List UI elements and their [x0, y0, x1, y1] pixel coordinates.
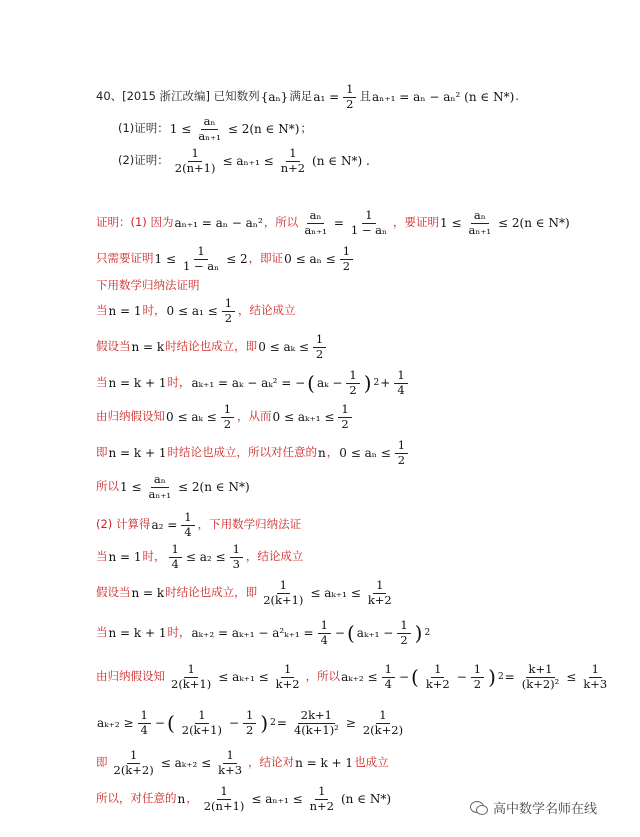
math: =: [276, 716, 287, 730]
math: 1 ≤: [120, 480, 142, 494]
solution-line-11: [96, 544, 624, 570]
solution-line-6: [96, 370, 624, 396]
frac-den: k+2: [367, 592, 392, 607]
frac-den: 2: [341, 416, 349, 431]
solution-line-2: [96, 246, 624, 272]
frac-den: 4: [171, 556, 179, 571]
text: ，: [326, 445, 339, 460]
frac-num: 1: [169, 544, 182, 558]
math: 1 ≤: [154, 252, 177, 266]
math: ≤ aₖ₊₂ ≤: [160, 756, 212, 770]
frac-den: 3: [232, 556, 240, 571]
fraction: [397, 620, 410, 646]
fraction: [394, 370, 407, 396]
solution-line-8: [96, 440, 624, 466]
text: ，要证明: [393, 215, 439, 230]
frac-den: 2: [223, 416, 232, 431]
solution-line-17: [96, 786, 450, 812]
math: 1 ≤: [169, 122, 192, 136]
text: 且: [359, 89, 371, 104]
frac-num: 1: [277, 580, 290, 594]
text: ，即证: [248, 251, 284, 266]
exponent: 2: [270, 717, 276, 728]
frac-num: 1: [471, 664, 484, 678]
fraction: [138, 710, 151, 736]
math: n: [318, 446, 326, 460]
math: n = k + 1: [108, 446, 167, 460]
math: n = k: [131, 586, 165, 600]
frac-den: 2: [224, 310, 233, 325]
math: (n ∈ N*) .: [312, 154, 370, 168]
frac-den: 2: [473, 676, 482, 691]
frac-den: 2(n+1): [174, 160, 216, 175]
frac-den: 4: [184, 524, 192, 539]
text: 由归纳假设知: [96, 409, 165, 424]
fraction: [221, 404, 234, 430]
fraction: [338, 404, 351, 430]
frac-den: k+2: [275, 676, 300, 691]
paren: ): [488, 665, 496, 689]
frac-den: aₙ₊₁: [304, 222, 327, 237]
frac-num: 1: [281, 664, 294, 678]
frac-den: 2: [246, 722, 254, 737]
frac-num: 1: [195, 710, 208, 724]
math: −: [456, 670, 467, 684]
math: a₁ =: [313, 90, 340, 104]
math: {aₙ}: [260, 90, 289, 104]
math: n: [177, 792, 186, 806]
text: 当: [96, 303, 108, 318]
solution-line-7: [96, 404, 624, 430]
fraction: [301, 210, 330, 236]
math: n = 1: [108, 304, 142, 318]
solution-line-1: [96, 210, 624, 236]
part-2: [118, 148, 624, 174]
exponent: 2: [373, 377, 380, 388]
frac-num: 1: [318, 620, 331, 634]
paren: ): [414, 621, 423, 645]
solution-line-13: [96, 620, 624, 646]
fraction: [318, 620, 331, 646]
frac-den: 4: [384, 676, 392, 691]
math: n = k + 1: [108, 626, 167, 640]
frac-num: 1: [138, 710, 151, 724]
frac-num: aₙ: [307, 210, 325, 224]
frac-num: 1: [362, 210, 375, 224]
math: 0 ≤ aₙ ≤: [339, 446, 391, 460]
frac-num: 1: [346, 370, 359, 384]
fraction: [222, 298, 235, 324]
frac-den: 4(k+1)²: [293, 722, 339, 737]
text: ，结论对: [248, 755, 295, 770]
math: ≤ 2: [226, 252, 248, 266]
math: aₖ₊₁ = aₖ − aₖ² = −: [191, 376, 306, 390]
paren: (: [307, 371, 315, 395]
fraction: [169, 544, 182, 570]
math: 0 ≤ aₖ₊₁ ≤: [272, 410, 335, 424]
text: 假设当: [96, 339, 131, 354]
text: 时，: [167, 625, 191, 640]
frac-num: 1: [223, 750, 236, 764]
frac-num: 1: [217, 786, 230, 800]
frac-num: 1: [313, 334, 326, 348]
text: 时，: [167, 375, 191, 390]
frac-num: 1: [194, 246, 207, 260]
math: (n ∈ N*): [340, 792, 392, 806]
problem-statement: [96, 84, 624, 110]
paren: (: [346, 621, 355, 645]
math: n = k + 1: [108, 376, 167, 390]
math: ≥: [345, 716, 356, 730]
frac-num: 1: [382, 664, 395, 678]
math: ≤ 2(n ∈ N*): [227, 122, 300, 136]
math: =: [504, 670, 515, 684]
text: 时结论也成立，即: [165, 585, 258, 600]
part-label: (2)证明：: [118, 153, 169, 168]
math: 0 ≤ aₙ ≤: [284, 252, 336, 266]
solution-line-9: [96, 474, 624, 500]
text: ，所以: [305, 669, 341, 684]
math: n = 1: [108, 550, 142, 564]
frac-num: aₙ: [201, 116, 219, 130]
exponent: 2: [424, 627, 431, 638]
frac-den: 2: [315, 346, 324, 361]
frac-den: 2(n+1): [203, 798, 245, 813]
fraction: [313, 334, 326, 360]
fraction: [382, 664, 395, 690]
solution-line-14: [96, 664, 624, 690]
part-1: [118, 116, 624, 142]
frac-num: aₙ: [471, 210, 489, 224]
math: 0 ≤ a₁ ≤: [166, 304, 218, 318]
part-label: (1)证明：: [118, 121, 169, 136]
math: −: [154, 716, 165, 730]
text: ；: [300, 121, 312, 136]
frac-den: k+3: [583, 676, 608, 691]
fraction: [580, 664, 610, 690]
math: −: [398, 670, 409, 684]
frac-den: 4: [140, 722, 148, 737]
math: +: [380, 376, 391, 390]
text: ，结论成立: [238, 303, 296, 318]
math: −: [334, 626, 345, 640]
text: ，从而: [237, 409, 272, 424]
math: ≤ 2(n ∈ N*): [498, 216, 570, 230]
math: aₙ₊₁ = aₙ − aₙ² (n ∈ N*): [371, 90, 515, 104]
exponent: 2: [497, 671, 504, 682]
frac-num: 1: [184, 664, 197, 678]
math: n = k + 1: [295, 756, 354, 770]
math: aₖ₊₂ ≥: [97, 716, 134, 730]
math: =: [333, 216, 344, 230]
fraction: [273, 664, 303, 690]
frac-num: 1: [188, 148, 201, 162]
text: 假设当: [96, 585, 131, 600]
math: aₖ₊₁ −: [356, 626, 394, 640]
frac-num: 1: [338, 404, 351, 418]
frac-den: 1 − aₙ: [350, 222, 387, 237]
text: 证明：(1) 因为: [96, 215, 174, 230]
paren: (: [166, 711, 175, 735]
math: ≤ a₂ ≤: [185, 550, 226, 564]
text: ，下用数学归纳法证: [197, 517, 302, 532]
fraction: [230, 544, 243, 570]
frac-num: 1: [373, 580, 386, 594]
math: aₙ₊₁ = aₙ − aₙ²: [174, 216, 263, 230]
fraction: [291, 710, 342, 736]
frac-num: 1: [376, 710, 389, 724]
math: 0 ≤ aₖ ≤: [258, 340, 309, 354]
math: ≤: [566, 670, 577, 684]
math: ≤ 2(n ∈ N*): [178, 480, 250, 494]
account-name: 高中数学名师在线: [493, 802, 598, 817]
frac-den: 2(k+1): [171, 676, 212, 691]
frac-den: 4: [320, 632, 328, 647]
math: 0 ≤ aₖ ≤: [166, 410, 217, 424]
math: aₖ −: [316, 376, 343, 390]
fraction: [471, 664, 484, 690]
fraction: [340, 246, 353, 272]
fraction: [519, 664, 563, 690]
fraction: [146, 474, 175, 500]
wechat-icon: [470, 800, 488, 816]
text: .: [515, 89, 519, 104]
frac-num: 1: [431, 664, 444, 678]
frac-num: 1: [181, 512, 194, 526]
fraction: [278, 148, 308, 174]
frac-num: aₙ: [151, 474, 169, 488]
frac-num: 1: [315, 786, 328, 800]
fraction: [243, 710, 256, 736]
frac-den: (k+2)²: [521, 676, 560, 691]
solution-line-15: [96, 710, 624, 736]
text: 由归纳假设知: [96, 669, 165, 684]
text: 当: [96, 549, 108, 564]
solution-line-10: [96, 512, 624, 538]
text: ，结论成立: [245, 549, 304, 564]
fraction: [180, 246, 222, 272]
math: 1 ≤: [440, 216, 462, 230]
math: n = k: [131, 340, 165, 354]
text: 当: [96, 625, 108, 640]
text: 所以: [96, 479, 119, 494]
frac-num: 1: [340, 246, 353, 260]
frac-den: aₙ₊₁: [148, 486, 172, 501]
text: (2) 计算得: [96, 517, 151, 532]
text: 满足: [289, 89, 313, 104]
frac-num: 1: [589, 664, 602, 678]
fraction: [195, 116, 224, 142]
frac-den: aₙ₊₁: [468, 222, 492, 237]
solution-line-12: [96, 580, 624, 606]
fraction: [365, 580, 395, 606]
frac-num: 1: [395, 440, 408, 454]
frac-den: 4: [397, 382, 405, 397]
solution-line-4: [96, 298, 624, 324]
frac-den: 2: [342, 258, 351, 273]
fraction: [111, 750, 157, 776]
fraction: [395, 440, 408, 466]
text: 时结论也成立，即: [165, 339, 258, 354]
fraction: [168, 664, 214, 690]
text: ，: [186, 791, 198, 806]
watermark: [470, 798, 597, 817]
solution-line-5: [96, 334, 624, 360]
frac-den: n+2: [309, 798, 334, 813]
frac-den: 1 − aₙ: [183, 258, 220, 273]
frac-den: n+2: [280, 160, 306, 175]
paren: (: [411, 665, 419, 689]
solution-line-16: [96, 750, 624, 776]
fraction: [343, 84, 356, 110]
solution-line-3: [96, 280, 624, 292]
math: ≤ aₙ₊₁ ≤: [222, 154, 274, 168]
text: 即: [96, 445, 108, 460]
paren: ): [363, 371, 372, 395]
frac-den: 2: [349, 382, 357, 397]
frac-num: 1: [221, 404, 234, 418]
fraction: [307, 786, 337, 812]
frac-den: 2(k+2): [113, 762, 154, 777]
text: ，所以: [263, 215, 299, 230]
math: ≤ aₖ₊₁ ≤: [218, 670, 269, 684]
text: 只需要证明: [96, 251, 154, 266]
fraction: [215, 750, 245, 776]
frac-num: k+1: [526, 664, 556, 678]
frac-num: 1: [230, 544, 243, 558]
problem-header: 40、[2015 浙江改编] 已知数列: [96, 89, 260, 104]
fraction: [179, 710, 225, 736]
frac-den: 2: [400, 632, 408, 647]
paren: ): [260, 711, 269, 735]
text: 时，: [142, 549, 166, 564]
frac-den: aₙ₊₁: [198, 128, 221, 143]
frac-num: 1: [243, 710, 256, 724]
fraction: [466, 210, 495, 236]
frac-den: 2: [346, 96, 354, 111]
fraction: [348, 210, 390, 236]
fraction: [346, 370, 359, 396]
frac-num: 1: [286, 148, 299, 162]
text: 也成立: [354, 755, 389, 770]
math: ≤ aₙ₊₁ ≤: [251, 792, 303, 806]
frac-num: 1: [397, 620, 410, 634]
text: 当: [96, 375, 108, 390]
fraction: [181, 512, 194, 538]
frac-den: 2: [397, 452, 406, 467]
frac-den: 2(k+2): [362, 722, 404, 737]
fraction: [201, 786, 248, 812]
math: aₖ₊₂ = aₖ₊₁ − a²ₖ₊₁ =: [191, 626, 314, 640]
math: a₂ =: [151, 518, 178, 532]
frac-num: 2k+1: [298, 710, 335, 724]
text: 所以，对任意的: [96, 791, 177, 806]
frac-num: 1: [222, 298, 235, 312]
text: 时结论也成立，所以对任意的: [167, 445, 318, 460]
fraction: [260, 580, 306, 606]
fraction: [423, 664, 453, 690]
text: 即: [96, 755, 108, 770]
frac-num: 1: [394, 370, 407, 384]
frac-num: 1: [127, 750, 140, 764]
frac-den: 2(k+1): [181, 722, 222, 737]
text: 下用数学归纳法证明: [96, 278, 200, 292]
math: aₖ₊₂ ≤: [341, 670, 378, 684]
frac-num: 1: [343, 84, 356, 98]
text: 时，: [142, 303, 166, 318]
math: ≤ aₖ₊₁ ≤: [310, 586, 361, 600]
frac-den: k+3: [218, 762, 243, 777]
fraction: [172, 148, 219, 174]
math: −: [228, 716, 240, 730]
frac-den: 2(k+1): [263, 592, 304, 607]
frac-den: k+2: [425, 676, 450, 691]
fraction: [360, 710, 406, 736]
